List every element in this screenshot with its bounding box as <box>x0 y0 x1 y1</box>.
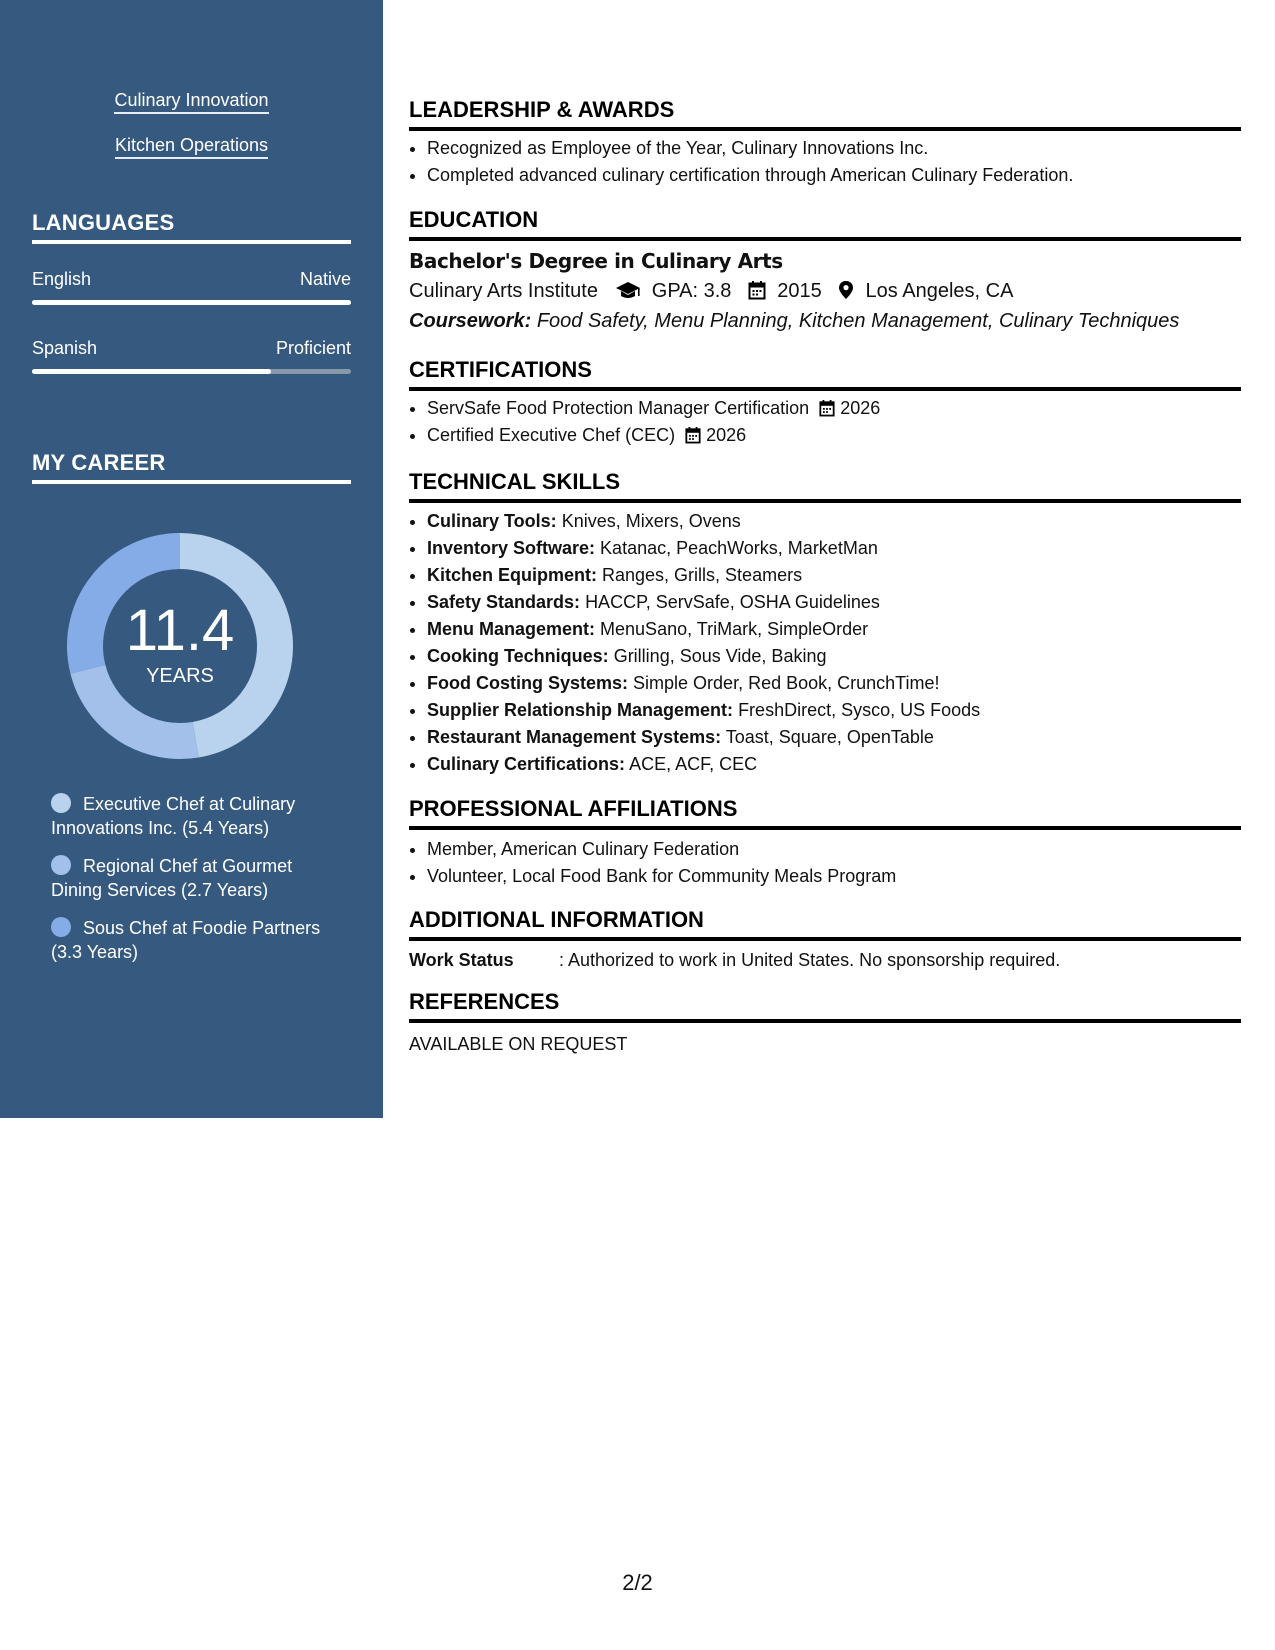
languages-heading: LANGUAGES <box>32 210 351 244</box>
skill-tag: Kitchen Operations <box>0 133 383 157</box>
coursework-list: Food Safety, Menu Planning, Kitchen Management, Culinary Techniques <box>536 310 1180 332</box>
list-item: • Volunteer, Local Food Bank for Community Meals Program <box>427 863 1241 890</box>
affiliations-list <box>409 836 1241 890</box>
list-item: • Culinary Tools: Knives, Mixers, Ovens <box>427 508 1241 535</box>
list-item: • Recognized as Employee of the Year, Culinary Innovations Inc. <box>427 135 1241 162</box>
language-row <box>32 267 351 291</box>
career-dot-icon <box>51 917 71 937</box>
leadership-list <box>409 135 1241 189</box>
graduation-cap-icon <box>615 280 641 300</box>
list-item: • Member, American Culinary Federation <box>427 836 1241 863</box>
list-item: • Safety Standards: HACCP, ServSafe, OSHA Guidelines <box>427 589 1241 616</box>
technical-skills-heading: TECHNICAL SKILLS <box>409 468 1241 503</box>
coursework-label: Coursework: <box>409 310 532 332</box>
language-bar <box>32 300 351 305</box>
language-row <box>32 336 351 360</box>
career-item: Sous Chef at Foodie Partners (3.3 Years) <box>51 918 321 962</box>
career-donut <box>64 530 296 762</box>
leadership-heading: LEADERSHIP & AWARDS <box>409 96 1241 131</box>
technical-skills-list <box>409 508 1241 778</box>
certifications-heading: CERTIFICATIONS <box>409 356 1241 391</box>
language-bar-fill <box>32 300 351 305</box>
list-item: • Supplier Relationship Management: FreshDirect, Sysco, US Foods <box>427 697 1241 724</box>
calendar-icon <box>685 426 701 444</box>
calendar-icon <box>748 280 766 300</box>
list-item: • Certified Executive Chef (CEC) 2026 <box>427 422 1241 449</box>
language-bar <box>32 369 351 374</box>
certifications-list <box>409 395 1241 449</box>
references-heading: REFERENCES <box>409 988 1241 1023</box>
affiliations-heading: PROFESSIONAL AFFILIATIONS <box>409 795 1241 830</box>
work-status-value: : Authorized to work in United States. No sponsorship required. <box>559 950 1061 970</box>
career-dot-icon <box>51 793 71 813</box>
location-pin-icon <box>838 280 854 300</box>
language-name: Spanish <box>32 338 98 358</box>
list-item: • ServSafe Food Protection Manager Certification 2026 <box>427 395 1241 422</box>
references-text: AVAILABLE ON REQUEST <box>409 1034 628 1054</box>
page-number: 2/2 <box>622 1570 653 1595</box>
school-name: Culinary Arts Institute <box>409 280 598 302</box>
work-status-row <box>409 948 1060 972</box>
career-item: Regional Chef at Gourmet Dining Services (2.7 Years) <box>51 856 293 900</box>
list-item: • Kitchen Equipment: Ranges, Grills, Steamers <box>427 562 1241 589</box>
career-item: Executive Chef at Culinary Innovations Inc. (5.4 Years) <box>51 794 296 838</box>
list-item: • Cooking Techniques: Grilling, Sous Vide, Baking <box>427 643 1241 670</box>
language-bar-fill <box>32 369 271 374</box>
list-item: • Restaurant Management Systems: Toast, Square, OpenTable <box>427 724 1241 751</box>
career-dot-icon <box>51 855 71 875</box>
list-item: • Culinary Certifications: ACE, ACF, CEC <box>427 751 1241 778</box>
work-status-label: Work Status <box>409 950 514 970</box>
graduation-year: 2015 <box>777 280 822 302</box>
career-total: 11.4 <box>125 598 235 663</box>
additional-info-heading: ADDITIONAL INFORMATION <box>409 906 1241 941</box>
career-heading: MY CAREER <box>32 450 351 484</box>
degree-title: Bachelor's Degree in Culinary Arts <box>409 249 783 273</box>
language-level: Native <box>299 269 351 289</box>
list-item: • Completed advanced culinary certification through American Culinary Federation. <box>427 162 1241 189</box>
education-details <box>409 277 1013 305</box>
language-level: Proficient <box>275 338 351 358</box>
location: Los Angeles, CA <box>865 280 1014 302</box>
sidebar <box>0 0 383 1118</box>
language-name: English <box>32 269 92 289</box>
gpa: GPA: 3.8 <box>651 280 732 302</box>
skill-tag: Culinary Innovation <box>0 88 383 112</box>
career-unit: YEARS <box>146 665 214 687</box>
calendar-icon <box>819 399 835 417</box>
list-item: • Inventory Software: Katanac, PeachWorks, MarketMan <box>427 535 1241 562</box>
list-item: • Menu Management: MenuSano, TriMark, SimpleOrder <box>427 616 1241 643</box>
list-item: • Food Costing Systems: Simple Order, Red Book, CrunchTime! <box>427 670 1241 697</box>
education-heading: EDUCATION <box>409 206 1241 241</box>
coursework <box>409 307 1179 335</box>
